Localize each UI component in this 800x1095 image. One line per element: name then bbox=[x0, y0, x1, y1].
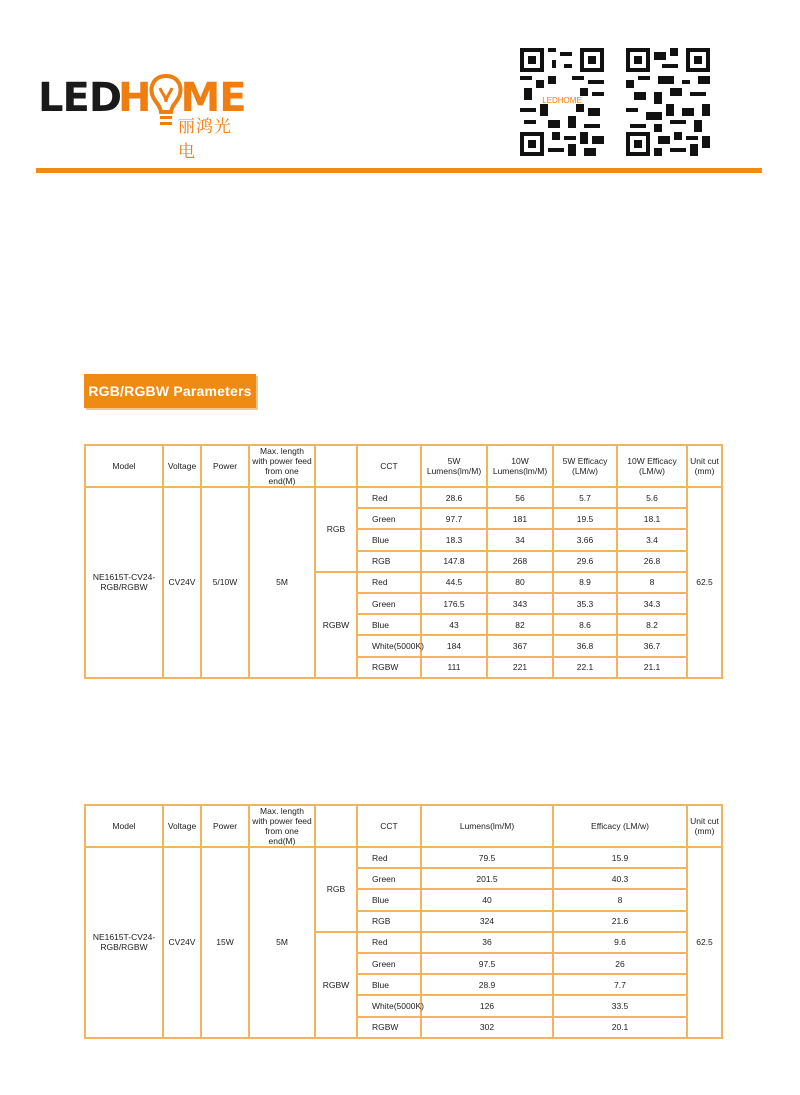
header-model: Model bbox=[85, 445, 163, 487]
value-cell: 34 bbox=[487, 529, 553, 550]
value-cell: 184 bbox=[421, 635, 487, 656]
value-cell: 8 bbox=[617, 572, 687, 593]
header-model: Model bbox=[85, 805, 163, 847]
type-cell-rgbw: RGBW bbox=[315, 572, 357, 678]
cct-cell: Red bbox=[357, 572, 421, 593]
value-cell: 19.5 bbox=[553, 508, 617, 529]
value-cell: 9.6 bbox=[553, 932, 687, 953]
value-cell: 8.2 bbox=[617, 614, 687, 635]
logo-text-led: LED bbox=[38, 75, 122, 121]
value-cell: 221 bbox=[487, 657, 553, 678]
value-cell: 79.5 bbox=[421, 847, 553, 868]
value-cell: 28.9 bbox=[421, 974, 553, 995]
header-efficacy: Efficacy (LM/w) bbox=[553, 805, 687, 847]
cct-cell: Red bbox=[357, 847, 421, 868]
qr-code-2 bbox=[626, 48, 710, 156]
table-header-row bbox=[85, 445, 722, 487]
header-type bbox=[315, 445, 357, 487]
value-cell: 147.8 bbox=[421, 551, 487, 572]
table-row bbox=[85, 487, 722, 508]
value-cell: 80 bbox=[487, 572, 553, 593]
value-cell: 36.8 bbox=[553, 635, 617, 656]
cct-cell: RGBW bbox=[357, 1017, 421, 1038]
cct-cell: Blue bbox=[357, 889, 421, 910]
section-title: RGB/RGBW Parameters bbox=[84, 374, 256, 408]
qr-code-1 bbox=[520, 48, 604, 156]
value-cell: 34.3 bbox=[617, 593, 687, 614]
cct-cell: RGBW bbox=[357, 657, 421, 678]
power-cell: 15W bbox=[201, 847, 249, 1038]
unit-cut-cell: 62.5 bbox=[687, 487, 722, 678]
voltage-cell: CV24V bbox=[163, 847, 201, 1038]
unit-cut-cell: 62.5 bbox=[687, 847, 722, 1038]
header-max-length: Max. length with power feed from one end(M) bbox=[249, 805, 315, 847]
cct-cell: White(5000K) bbox=[357, 635, 421, 656]
type-cell-rgb: RGB bbox=[315, 487, 357, 572]
header-unit-cut: Unit cut (mm) bbox=[687, 805, 722, 847]
value-cell: 22.1 bbox=[553, 657, 617, 678]
header-10w-lumens: 10W Lumens(lm/M) bbox=[487, 445, 553, 487]
header-lumens: Lumens(lm/M) bbox=[421, 805, 553, 847]
svg-text:LEDHOME: LEDHOME bbox=[542, 96, 582, 106]
cct-cell: Blue bbox=[357, 614, 421, 635]
header-10w-efficacy: 10W Efficacy (LM/w) bbox=[617, 445, 687, 487]
logo-chinese-text: 丽鸿光电 bbox=[178, 117, 232, 162]
value-cell: 43 bbox=[421, 614, 487, 635]
value-cell: 33.5 bbox=[553, 995, 687, 1016]
max-length-cell: 5M bbox=[249, 847, 315, 1038]
spec-table-5-10w bbox=[84, 444, 723, 679]
value-cell: 302 bbox=[421, 1017, 553, 1038]
cct-cell: RGB bbox=[357, 551, 421, 572]
cct-cell: Green bbox=[357, 593, 421, 614]
voltage-cell: CV24V bbox=[163, 487, 201, 678]
value-cell: 40 bbox=[421, 889, 553, 910]
value-cell: 26 bbox=[553, 953, 687, 974]
value-cell: 8.9 bbox=[553, 572, 617, 593]
value-cell: 29.6 bbox=[553, 551, 617, 572]
header-divider bbox=[36, 168, 762, 173]
model-cell: NE1615T-CV24-RGB/RGBW bbox=[85, 487, 163, 678]
header-cct: CCT bbox=[357, 445, 421, 487]
max-length-cell: 5M bbox=[249, 487, 315, 678]
value-cell: 176.5 bbox=[421, 593, 487, 614]
cct-cell: Red bbox=[357, 932, 421, 953]
header-5w-efficacy: 5W Efficacy (LM/w) bbox=[553, 445, 617, 487]
value-cell: 324 bbox=[421, 911, 553, 932]
type-cell-rgbw: RGBW bbox=[315, 932, 357, 1038]
header-unit-cut: Unit cut (mm) bbox=[687, 445, 722, 487]
cct-cell: RGB bbox=[357, 911, 421, 932]
header-max-length: Max. length with power feed from one end(M) bbox=[249, 445, 315, 487]
cct-cell: Green bbox=[357, 508, 421, 529]
value-cell: 82 bbox=[487, 614, 553, 635]
value-cell: 3.4 bbox=[617, 529, 687, 550]
value-cell: 343 bbox=[487, 593, 553, 614]
value-cell: 181 bbox=[487, 508, 553, 529]
value-cell: 18.3 bbox=[421, 529, 487, 550]
value-cell: 97.7 bbox=[421, 508, 487, 529]
qr-code-icon bbox=[626, 48, 710, 156]
cct-cell: White(5000K) bbox=[357, 995, 421, 1016]
header-cct: CCT bbox=[357, 805, 421, 847]
value-cell: 44.5 bbox=[421, 572, 487, 593]
value-cell: 26.8 bbox=[617, 551, 687, 572]
value-cell: 5.6 bbox=[617, 487, 687, 508]
value-cell: 36 bbox=[421, 932, 553, 953]
header-voltage: Voltage bbox=[163, 445, 201, 487]
cct-cell: Green bbox=[357, 868, 421, 889]
cct-cell: Blue bbox=[357, 974, 421, 995]
value-cell: 40.3 bbox=[553, 868, 687, 889]
model-cell: NE1615T-CV24-RGB/RGBW bbox=[85, 847, 163, 1038]
value-cell: 15.9 bbox=[553, 847, 687, 868]
value-cell: 18.1 bbox=[617, 508, 687, 529]
value-cell: 28.6 bbox=[421, 487, 487, 508]
header-type bbox=[315, 805, 357, 847]
value-cell: 36.7 bbox=[617, 635, 687, 656]
value-cell: 20.1 bbox=[553, 1017, 687, 1038]
table-header-row bbox=[85, 805, 722, 847]
value-cell: 8 bbox=[553, 889, 687, 910]
power-cell: 5/10W bbox=[201, 487, 249, 678]
cct-cell: Blue bbox=[357, 529, 421, 550]
value-cell: 268 bbox=[487, 551, 553, 572]
cct-cell: Red bbox=[357, 487, 421, 508]
header-power: Power bbox=[201, 445, 249, 487]
value-cell: 21.6 bbox=[553, 911, 687, 932]
value-cell: 56 bbox=[487, 487, 553, 508]
value-cell: 111 bbox=[421, 657, 487, 678]
type-cell-rgb: RGB bbox=[315, 847, 357, 932]
value-cell: 97.5 bbox=[421, 953, 553, 974]
header-voltage: Voltage bbox=[163, 805, 201, 847]
value-cell: 35.3 bbox=[553, 593, 617, 614]
value-cell: 367 bbox=[487, 635, 553, 656]
value-cell: 7.7 bbox=[553, 974, 687, 995]
value-cell: 8.6 bbox=[553, 614, 617, 635]
qr-code-icon bbox=[520, 48, 604, 156]
value-cell: 21.1 bbox=[617, 657, 687, 678]
value-cell: 5.7 bbox=[553, 487, 617, 508]
value-cell: 201.5 bbox=[421, 868, 553, 889]
brand-logo bbox=[38, 72, 248, 162]
header-power: Power bbox=[201, 805, 249, 847]
spec-table-15w bbox=[84, 804, 723, 1039]
logo-text-home: H​ ME bbox=[118, 75, 246, 121]
table-row bbox=[85, 847, 722, 868]
cct-cell: Green bbox=[357, 953, 421, 974]
value-cell: 126 bbox=[421, 995, 553, 1016]
header-5w-lumens: 5W Lumens(lm/M) bbox=[421, 445, 487, 487]
value-cell: 3.66 bbox=[553, 529, 617, 550]
